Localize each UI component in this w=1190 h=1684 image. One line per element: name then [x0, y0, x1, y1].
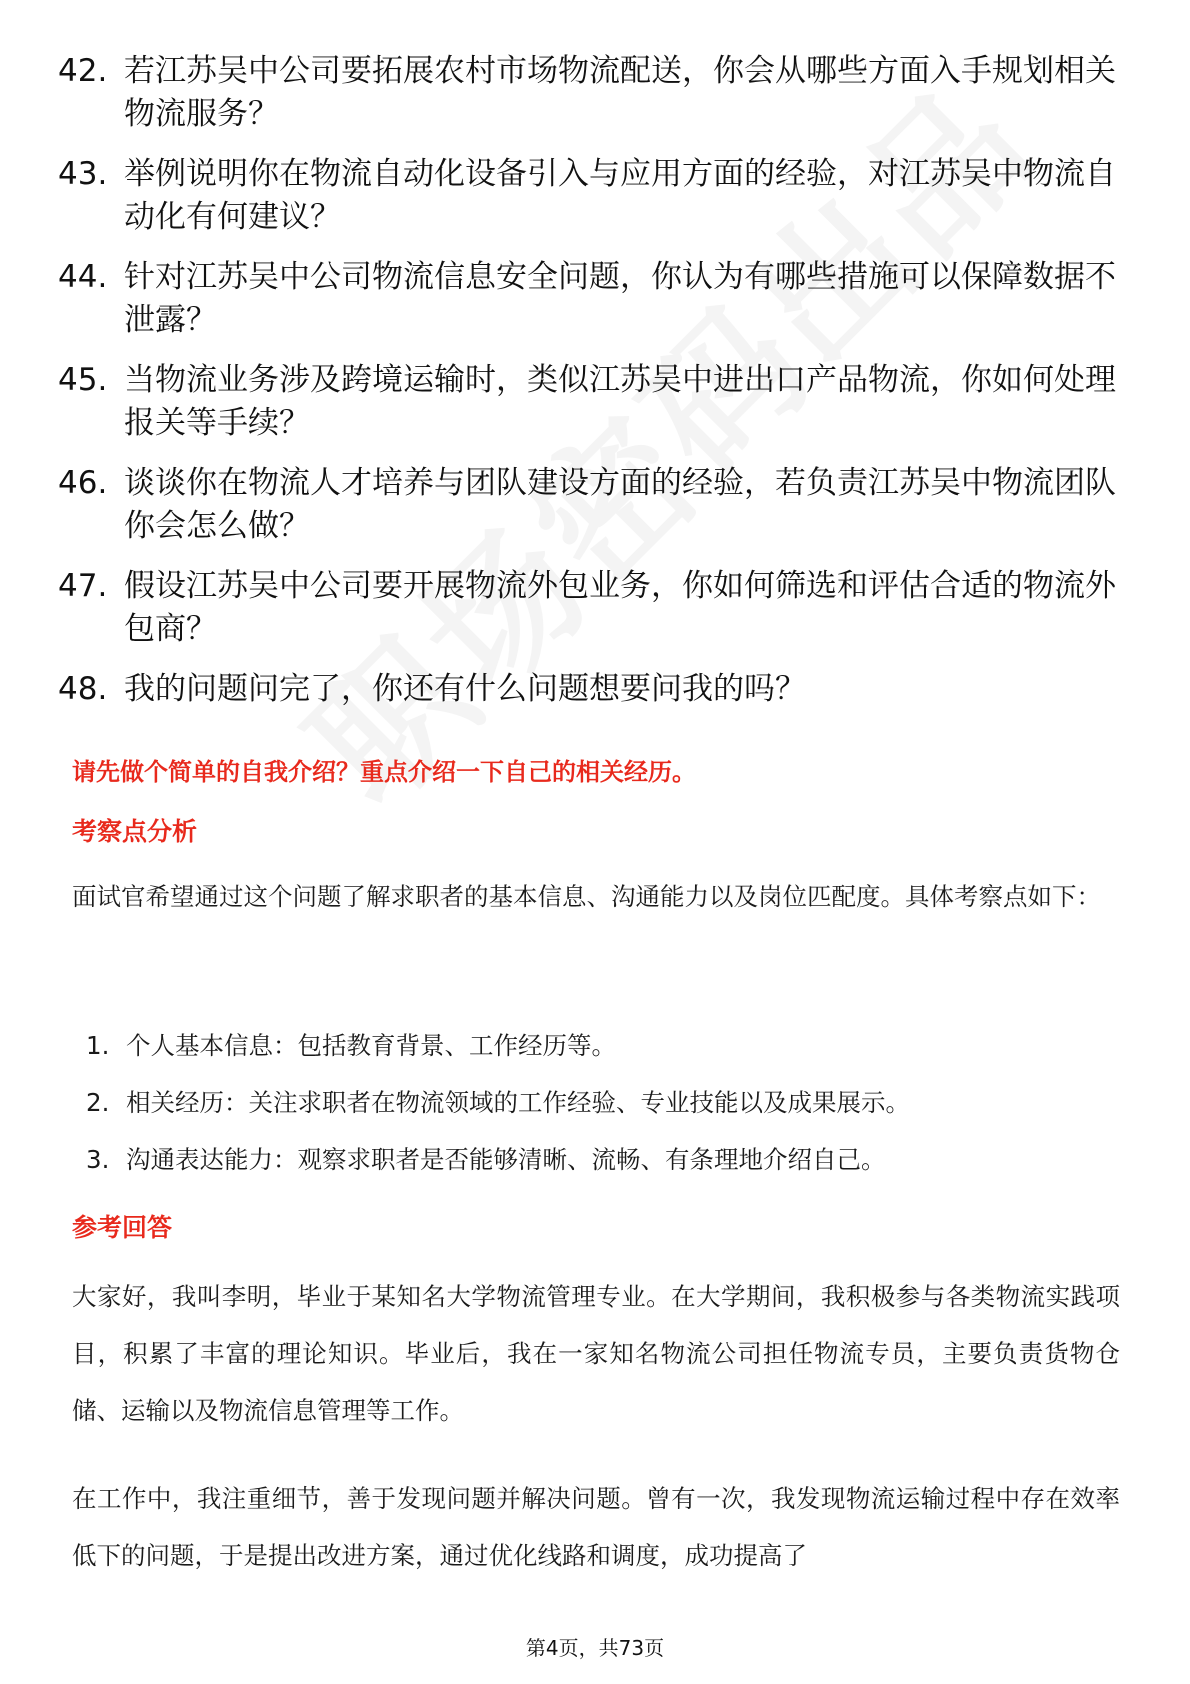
- question-text: 谈谈你在物流人才培养与团队建设方面的经验，若负责江苏吴中物流团队你会怎么做？: [124, 465, 1116, 544]
- question-item: [58, 50, 1118, 136]
- list-item-number: 1.: [86, 1031, 110, 1060]
- question-number: 42.: [58, 53, 108, 89]
- question-number: 43.: [58, 156, 108, 192]
- answer-paragraph: 在工作中，我注重细节，善于发现问题并解决问题。曾有一次，我发现物流运输过程中存在效率低下的问题，于是提出改进方案，通过优化线路和调度，成功提高了: [72, 1484, 1120, 1570]
- analysis-points: [86, 1030, 1106, 1201]
- list-item: [86, 1087, 1106, 1119]
- question-item: [58, 256, 1118, 342]
- question-item: [58, 462, 1118, 548]
- question-number: 44.: [58, 259, 108, 295]
- question-text: 若江苏吴中公司要拓展农村市场物流配送，你会从哪些方面入手规划相关物流服务？: [124, 53, 1116, 132]
- answer-heading: 参考回答: [72, 1213, 173, 1242]
- list-item-text: 个人基本信息：包括教育背景、工作经历等。: [126, 1031, 616, 1060]
- question-number: 48.: [58, 671, 108, 707]
- question-title: 请先做个简单的自我介绍？重点介绍一下自己的相关经历。: [72, 758, 696, 786]
- page-number: 第4页，共73页: [525, 1636, 665, 1660]
- list-item: [86, 1030, 1106, 1062]
- question-item: [58, 153, 1118, 239]
- question-text: 举例说明你在物流自动化设备引入与应用方面的经验，对江苏吴中物流自动化有何建议？: [124, 156, 1116, 235]
- analysis-intro: 面试官希望通过这个问题了解求职者的基本信息、沟通能力以及岗位匹配度。具体考察点如下：: [72, 882, 1101, 911]
- list-item-number: 2.: [86, 1088, 110, 1117]
- list-item-number: 3.: [86, 1145, 110, 1174]
- question-item: [58, 565, 1118, 651]
- question-item: [58, 359, 1118, 445]
- question-number: 47.: [58, 568, 108, 604]
- list-item-text: 沟通表达能力：观察求职者是否能够清晰、流畅、有条理地介绍自己。: [126, 1145, 886, 1174]
- list-item-text: 相关经历：关注求职者在物流领域的工作经验、专业技能以及成果展示。: [126, 1088, 910, 1117]
- question-text: 我的问题问完了，你还有什么问题想要问我的吗？: [124, 671, 806, 707]
- question-text: 针对江苏吴中公司物流信息安全问题，你认为有哪些措施可以保障数据不泄露？: [124, 259, 1116, 338]
- question-text: 假设江苏吴中公司要开展物流外包业务，你如何筛选和评估合适的物流外包商？: [124, 568, 1116, 647]
- question-list: [58, 50, 1118, 728]
- question-number: 45.: [58, 362, 108, 398]
- list-item: [86, 1144, 1106, 1176]
- question-text: 当物流业务涉及跨境运输时，类似江苏吴中进出口产品物流，你如何处理报关等手续？: [124, 362, 1116, 441]
- analysis-heading: 考察点分析: [72, 817, 198, 846]
- answer-paragraph: 大家好，我叫李明，毕业于某知名大学物流管理专业。在大学期间，我积极参与各类物流实践项目，积累了丰富的理论知识。毕业后，我在一家知名物流公司担任物流专员，主要负责货物仓储、运输以及物流信息管理等工作。: [72, 1282, 1120, 1425]
- question-item: [58, 668, 1118, 711]
- question-number: 46.: [58, 465, 108, 501]
